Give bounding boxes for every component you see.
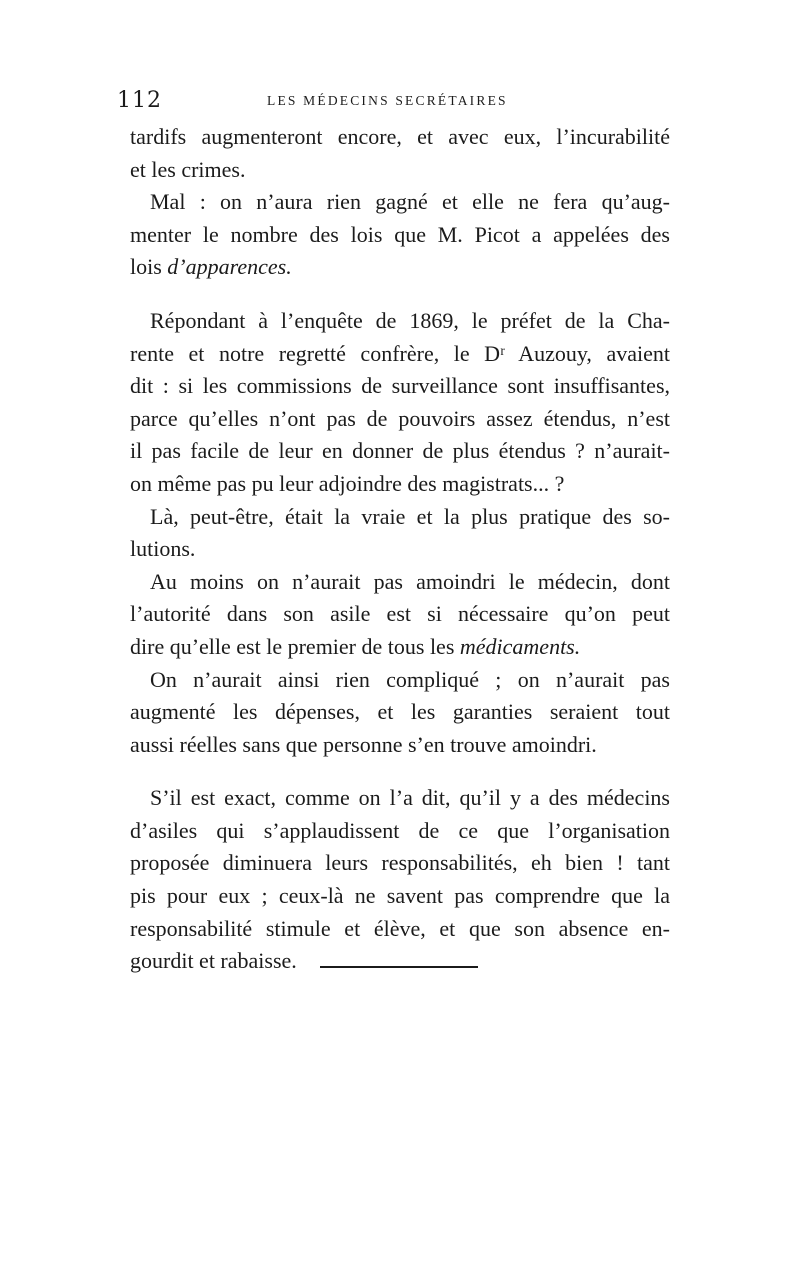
text-line: l’autorité dans son asile est si nécessaire qu’on peut: [130, 601, 670, 627]
text-line: parce qu’elles n’ont pas de pouvoirs assez étendus, n’est: [130, 405, 670, 431]
body-text: [130, 121, 670, 978]
text-line: menter le nombre des lois que M. Picot a appelées des: [130, 221, 670, 247]
italic-text: médicaments.: [459, 633, 581, 659]
text-line: d’asiles qui s’applaudissent de ce que l’organisation: [130, 817, 670, 843]
text-line: et les crimes.: [130, 156, 246, 182]
text-line: On n’aurait ainsi rien compliqué ; on n’aurait pas: [150, 666, 670, 692]
paragraph-gap: [130, 284, 670, 305]
text-line: pis pour eux ; ceux-là ne savent pas comprendre que la: [130, 883, 670, 909]
paragraph-4: [130, 501, 670, 566]
paragraph-3: [130, 305, 670, 501]
text-line: Là, peut-être, était la vraie et la plus pratique des so-: [150, 503, 670, 529]
text-line: aussi réelles sans que personne s’en trouve amoindri.: [130, 731, 597, 757]
paragraph-7: [130, 782, 670, 978]
text-line: Au moins on n’aurait pas amoindri le médecin, dont: [150, 568, 670, 594]
italic-text: d’apparences.: [167, 254, 292, 280]
paragraph-2: [130, 186, 670, 284]
paragraph-5: [130, 566, 670, 664]
paragraph-1: [130, 121, 670, 186]
text-line: [130, 631, 670, 664]
text-line: on même pas pu leur adjoindre des magistrats... ?: [130, 470, 565, 496]
running-title: LES MÉDECINS SECRÉTAIRES: [267, 93, 508, 108]
text-line: il pas facile de leur en donner de plus étendus ? n’aurait-: [130, 438, 670, 464]
text-line: tardifs augmenteront encore, et avec eux, l’incurabilité: [130, 124, 670, 149]
section-rule: [320, 966, 478, 968]
paragraph-gap: [130, 761, 670, 782]
text-line: [130, 251, 670, 284]
text-line: lutions.: [130, 536, 196, 562]
text-line: augmenté les dépenses, et les garanties seraient tout: [130, 699, 670, 725]
text-line: gourdit et rabaisse.: [130, 948, 297, 974]
text-line: rente et notre regretté confrère, le Dʳ Auzouy, avaient: [130, 340, 670, 366]
running-head: [117, 88, 677, 118]
text-line: S’il est exact, comme on l’a dit, qu’il y a des médecins: [150, 785, 670, 811]
page-number: 112: [117, 88, 162, 113]
text-run: dire qu’elle est le premier de tous les: [130, 633, 460, 659]
text-line: proposée diminuera leurs responsabilités, eh bien ! tant: [130, 850, 670, 876]
text-line: dit : si les commissions de surveillance sont insuffisantes,: [130, 373, 670, 399]
text-run: lois: [130, 254, 168, 280]
paragraph-6: [130, 664, 670, 762]
text-line: Répondant à l’enquête de 1869, le préfet de la Cha-: [150, 307, 670, 333]
text-line: Mal : on n’aura rien gagné et elle ne fera qu’aug-: [150, 189, 670, 215]
text-line: responsabilité stimule et élève, et que son absence en-: [130, 915, 670, 941]
